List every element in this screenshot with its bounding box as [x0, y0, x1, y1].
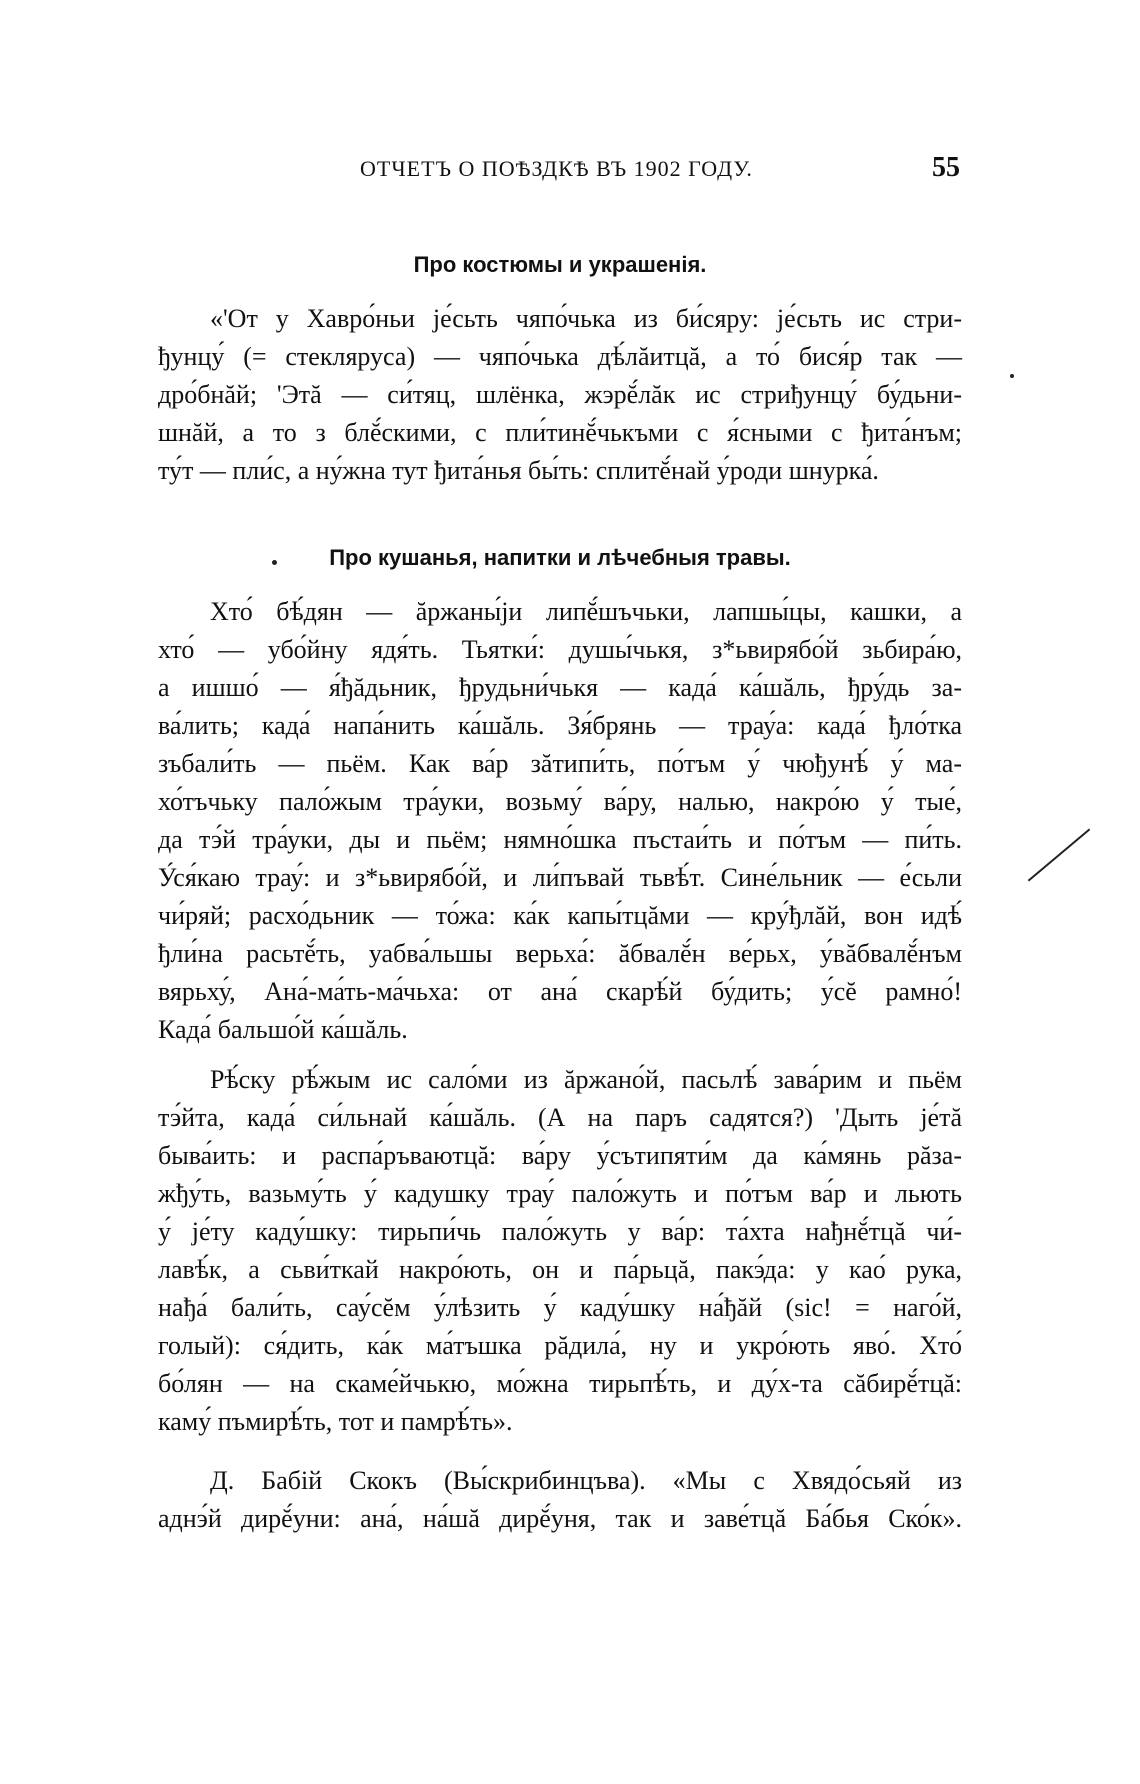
- text-line: вярьху́, Ана́-ма́ть-ма́чьха: от ана́ скарѣ́й бу́дить; у́сĕ рамно́!: [158, 977, 962, 1006]
- text-line: жђу́ть, вазьму́ть у́ кадушку трау́ пало́жуть и по́тъм ва́р и льють: [158, 1179, 962, 1208]
- text-line: у́ jе́ту каду́шку: тирьпи́чь пало́жуть у ва́р: та́хта нађнĕ́тцă чи́-: [158, 1217, 962, 1246]
- running-title: ОТЧЕТЪ О ПОѢЗДКѢ ВЪ 1902 ГОДУ.: [360, 156, 753, 181]
- text-line: хо́тъчьку пало́жым тра́уки, возьму́ ва́ру, налью, накро́ю у́ тые́,: [158, 787, 962, 816]
- text-line: Рѣ́ску рѣ́жым ис сало́ми из ăржано́й, пасьлѣ́ зава́рим и пьём: [210, 1065, 962, 1094]
- ink-speck: [1010, 374, 1014, 378]
- text-line: лавѣ́к, а сьви́ткай накро́ють, он и па́рьцă, пакэ́да: у као́ рука,: [158, 1255, 962, 1284]
- text-line: Када́ бальшо́й ка́шăль.: [158, 1015, 408, 1044]
- text-line: каму́ пъмирѣ́ть, тот и памрѣ́ть».: [158, 1407, 513, 1436]
- text-line: шнăй, а то з блĕ́скими, с пли́тинĕ́чькъми с я́сными с ђита́нъм;: [158, 418, 962, 447]
- text-line: ђунцу́ (= стекляруса) — чяпо́чька дѣ́лăитцă, а то́ бися́р так —: [158, 342, 962, 371]
- text-line: аднэ́й дирĕ́уни: ана́, на́шă дирĕ́уня, так и заве́тцă Ба́бья Ско́к».: [158, 1504, 962, 1533]
- text-line: хто́ — убо́йну ядя́ть. Тьятки́: душы́чькя, з*ьвирябо́й зьбира́ю,: [158, 635, 962, 664]
- page-number: 55: [932, 152, 960, 183]
- section-heading-food: Про кушанья, напитки и лѣчебныя травы.: [329, 545, 791, 570]
- text-line: быва́ить: и распа́ръваютцă: ва́ру у́сътипяти́м да ка́мянь рăза-: [158, 1141, 962, 1170]
- text-line: дро́бнăй; 'Этă — си́тяц, шлёнка, жэрĕ́лăк ис стриђунцу́ бу́дьни-: [158, 380, 962, 409]
- text-line: Хто́ бѣ́дян — ăржаны́jи липĕ́шъчьки, лапшы́цы, кашки, а: [210, 597, 962, 626]
- text-line: ту́т — пли́с, а ну́жна тут ђита́нья бы́ть: сплитĕ́най у́роди шнурка́.: [158, 456, 879, 485]
- text-line: да тэ́й тра́уки, ды и пьём; нямно́шка пъстаи́ть и по́тъм — пи́ть.: [158, 825, 962, 854]
- text-line: бо́лян — на скаме́йчькю, мо́жна тирьпѣ́ть, и ду́х-та сăбирĕ́тцă:: [158, 1369, 962, 1398]
- text-line: зъбали́ть — пьём. Как ва́р зăтипи́ть, по́тъм у́ чюђунѣ́ у́ ма-: [158, 749, 962, 778]
- text-line: тэ́йта, када́ си́льнай ка́шăль. (А на паръ садятся?) 'Дыть jе́тă: [158, 1103, 962, 1132]
- ink-speck: [272, 560, 277, 565]
- text-line: У́ся́каю трау́: и з*ьвирябо́й, и ли́пъвай тьвѣ́т. Сине́льник — е́сьли: [158, 863, 962, 892]
- running-head: [160, 152, 960, 192]
- text-line: чи́ряй; расхо́дьник — то́жа: ка́к капы́тцăми — кру́ђлăй, вон идѣ́: [158, 901, 962, 930]
- text-line: голый): ся́дить, ка́к ма́тъшка рăдила́, ну и укро́ють яво́. Хто́: [158, 1331, 962, 1360]
- text-line: ђли́на расьтĕ́ть, уабва́льшы верьха́: ăбвалĕ́н ве́рьх, у́вăбвалĕ́нъм: [158, 939, 962, 968]
- text-line: «'От у Хавро́ньи jе́сьть чяпо́чька из би́сяру: jе́сьть ис стри-: [210, 304, 962, 333]
- text-line: нађа́ бали́ть, сау́сĕм у́лѣзить у́ каду́шку на́ђăй (sic! = наго́й,: [158, 1293, 962, 1322]
- section-heading-costumes: Про костюмы и украшенія.: [413, 252, 707, 277]
- margin-pencil-mark: [1028, 829, 1091, 882]
- text-line: Д. Бабій Скокъ (Вы́скрибинцъва). «Мы с Хвядо́сьяй из: [210, 1466, 962, 1495]
- text-line: ва́лить; када́ напа́нить ка́шăль. Зя́брянь — трау́а: када́ ђло́тка: [158, 711, 962, 740]
- text-line: а ишшо́ — я́ђăдьник, ђрудьни́чькя — када́ ка́шăль, ђру́дь за-: [158, 673, 962, 702]
